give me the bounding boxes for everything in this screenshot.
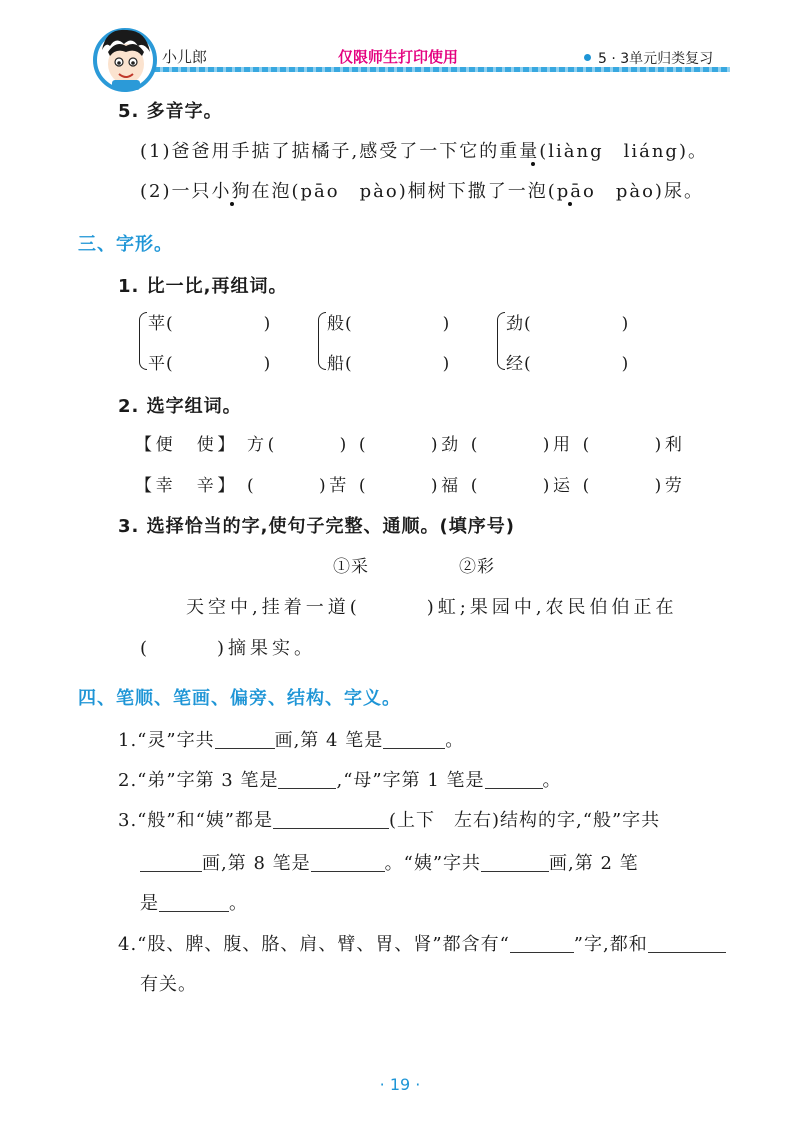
q5-line-1: (1)爸爸用手掂了掂橘子,感受了一下它的重量(liàng liáng)。 [140,141,708,162]
q4-1-text-a: 1.“灵”字共 [118,730,215,751]
q5-line-2: (2)一只小狗在泡(pāo pào)桐树下撒了一泡(pāo pào)尿。 [140,181,704,202]
q4-1-text-b: 画,第 4 笔是 [274,730,384,751]
sentence-line-1: 天空中,挂着一道( )虹;果园中,农民伯伯正在 [186,597,678,618]
q4-3-text-d: 。“姨”字共 [384,853,482,874]
answer-blank[interactable] [648,936,726,953]
section-3-title: 三、字形。 [78,234,173,255]
q3-1-title: 1. 比一比,再组词。 [118,276,288,297]
pair-3-a: 劲( ) [506,314,630,334]
brace [318,312,326,370]
q4-3-text-g: 。 [229,893,248,914]
choose-row-2: 【幸 辛】 ( )苦 ( )福 ( )运 ( )劳 [135,476,686,496]
q4-3-text-e: 画,第 2 笔 [549,853,639,874]
emphasis-dot [230,202,234,206]
q4-4 [118,930,726,956]
q4-4-line-2: 有关。 [140,974,197,995]
pair-1-b: 平( ) [148,354,272,374]
q4-3-text-a: 3.“般”和“姨”都是 [118,810,273,831]
unit-label: 5 · 3单元归类复习 [598,51,714,67]
q4-2 [118,766,562,792]
bullet-icon [584,54,591,61]
answer-blank[interactable] [140,855,202,872]
answer-blank[interactable] [481,855,549,872]
answer-blank[interactable] [383,732,445,749]
print-notice: 仅限师生打印使用 [338,48,459,66]
emphasis-dot [568,202,572,206]
sentence-line-2: ( )摘果实。 [140,638,317,659]
pair-3-b: 经( ) [506,354,630,374]
q4-3-line-3 [140,889,248,915]
q5-title: 5. 多音字。 [118,101,223,122]
q4-2-text-b: ,“母”字第 1 笔是 [336,770,485,791]
q3-3-title: 3. 选择恰当的字,使句子完整、通顺。(填序号) [118,516,515,537]
answer-blank[interactable] [311,855,385,872]
section-4-title: 四、笔顺、笔画、偏旁、结构、字义。 [78,688,401,709]
q4-4-text-a: 4.“股、脾、腹、胳、肩、臂、胃、肾”都含有“ [118,934,510,955]
page-number-dot-left: · [379,1075,385,1094]
brand-name: 小儿郎 [162,48,208,66]
q4-3-text-c: 画,第 8 笔是 [202,853,311,874]
answer-blank[interactable] [278,772,336,789]
pair-2-a: 般( ) [327,314,451,334]
answer-blank[interactable] [485,772,543,789]
emphasis-dot [531,162,535,166]
answer-blank[interactable] [273,812,389,829]
q4-3-text-b: (上下 左右)结构的字,“般”字共 [388,810,661,831]
q4-3-text-f: 是 [140,893,159,914]
header [0,0,800,95]
q4-3-line-2 [140,849,639,875]
q4-3 [118,806,660,832]
q4-2-text-c: 。 [542,770,562,791]
page-number-dot-right: · [415,1075,421,1094]
pair-1-a: 苹( ) [148,314,272,334]
q4-4-text-b: ”字,都和 [573,934,648,955]
q3-2-title: 2. 选字组词。 [118,396,242,417]
boy-mascot-icon [92,22,158,94]
answer-blank[interactable] [159,895,229,912]
page-number-value: 19 [389,1075,411,1094]
choose-row-1: 【便 使】 方( ) ( )劲 ( )用 ( )利 [135,435,686,455]
q4-1 [118,726,464,752]
brace [497,312,505,370]
q4-2-text-a: 2.“弟”字第 3 笔是 [118,770,279,791]
page-number [370,1075,430,1094]
answer-blank[interactable] [215,732,275,749]
brace [139,312,147,370]
options: ①采 ②彩 [333,557,495,577]
q4-1-text-c: 。 [445,730,465,751]
answer-blank[interactable] [510,936,574,953]
pair-2-b: 船( ) [327,354,451,374]
